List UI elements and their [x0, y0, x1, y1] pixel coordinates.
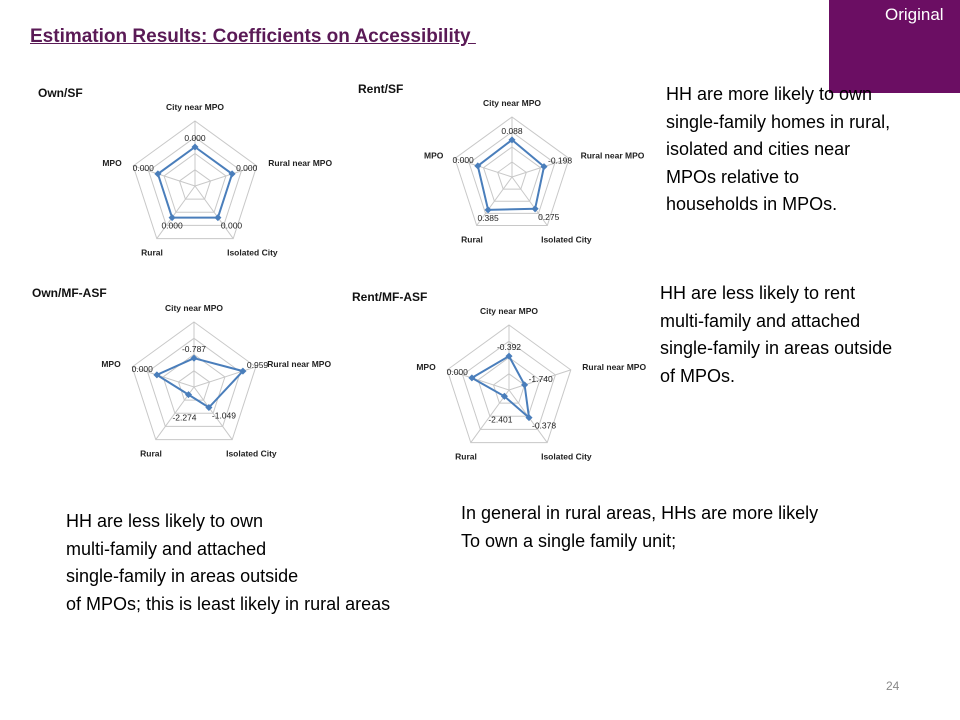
category-label: MPO — [102, 157, 122, 168]
category-label: City near MPO — [165, 102, 225, 112]
note-own-sf — [666, 81, 890, 219]
category-label: Isolated City — [226, 448, 277, 459]
note-line: multi-family and attached — [660, 310, 861, 331]
value-label: -1.049 — [211, 410, 237, 421]
category-label: Isolated City — [541, 451, 592, 462]
category-label: Rural — [140, 448, 162, 459]
value-label: 0.385 — [477, 212, 499, 223]
value-label: 0.000 — [131, 363, 153, 374]
value-label: 0.000 — [184, 133, 206, 143]
badge-label: Original — [885, 5, 944, 24]
slide-title: Estimation Results: Coefficients on Accessibility — [30, 26, 476, 47]
value-label: 0.000 — [236, 162, 258, 173]
note-line: MPOs relative to — [666, 166, 800, 187]
category-label: Rural near MPO — [268, 157, 333, 168]
category-label: Rural near MPO — [580, 150, 645, 161]
value-label: 0.000 — [220, 220, 243, 231]
note-line: HH are less likely to own — [66, 511, 264, 531]
note-line: To own a single family unit; — [461, 530, 677, 551]
note-general — [461, 500, 818, 555]
page-number: 24 — [886, 679, 900, 693]
value-label: -0.392 — [496, 342, 522, 353]
category-label: Rural near MPO — [582, 361, 647, 372]
category-label: Isolated City — [227, 247, 278, 258]
value-label: -1.740 — [528, 373, 553, 384]
category-label: MPO — [424, 150, 444, 161]
chart-title-rent-sf: Rent/SF — [358, 82, 404, 96]
category-label: MPO — [416, 361, 436, 372]
value-label: 0.000 — [161, 220, 183, 231]
category-label: Rural near MPO — [267, 358, 332, 369]
chart-title-rent-mf-asf: Rent/MF-ASF — [352, 290, 428, 304]
value-label: -2.401 — [488, 414, 513, 425]
value-label: 0.959 — [246, 360, 269, 371]
value-label: 0.000 — [452, 154, 474, 165]
note-line: multi-family and attached — [66, 538, 267, 559]
category-label: City near MPO — [164, 303, 224, 313]
note-rent-mf — [660, 280, 892, 390]
note-line: isolated and cities near — [666, 139, 851, 159]
chart-title-own-mf-asf: Own/MF-ASF — [32, 286, 107, 300]
note-line: of MPOs; this is least likely in rural areas — [66, 593, 391, 614]
value-label: 0.000 — [446, 366, 468, 377]
note-line: In general in rural areas, HHs are more likely — [461, 503, 819, 523]
note-line: HH are less likely to rent — [660, 283, 856, 303]
category-label: Rural — [455, 451, 477, 462]
note-line: single-family homes in rural, — [666, 111, 891, 132]
category-label: Isolated City — [541, 234, 592, 245]
category-label: Rural — [141, 247, 163, 258]
chart-title-own-sf: Own/SF — [38, 86, 83, 100]
note-line: single-family in areas outside — [66, 566, 299, 586]
value-label: 0.275 — [538, 211, 560, 222]
note-line: HH are more likely to own — [666, 84, 873, 104]
value-label: -0.787 — [181, 344, 207, 355]
value-label: 0.000 — [132, 162, 154, 173]
value-label: -0.198 — [548, 155, 573, 166]
note-own-mf — [66, 508, 390, 618]
note-line: households in MPOs. — [666, 194, 838, 214]
note-line: single-family in areas outside — [660, 338, 893, 358]
value-label: -0.378 — [532, 420, 557, 431]
value-label: -2.274 — [172, 412, 197, 423]
value-label: 0.088 — [501, 125, 523, 136]
category-label: City near MPO — [482, 98, 542, 108]
category-label: MPO — [101, 358, 121, 369]
note-line: of MPOs. — [660, 365, 736, 386]
category-label: City near MPO — [479, 306, 539, 316]
category-label: Rural — [461, 234, 483, 245]
